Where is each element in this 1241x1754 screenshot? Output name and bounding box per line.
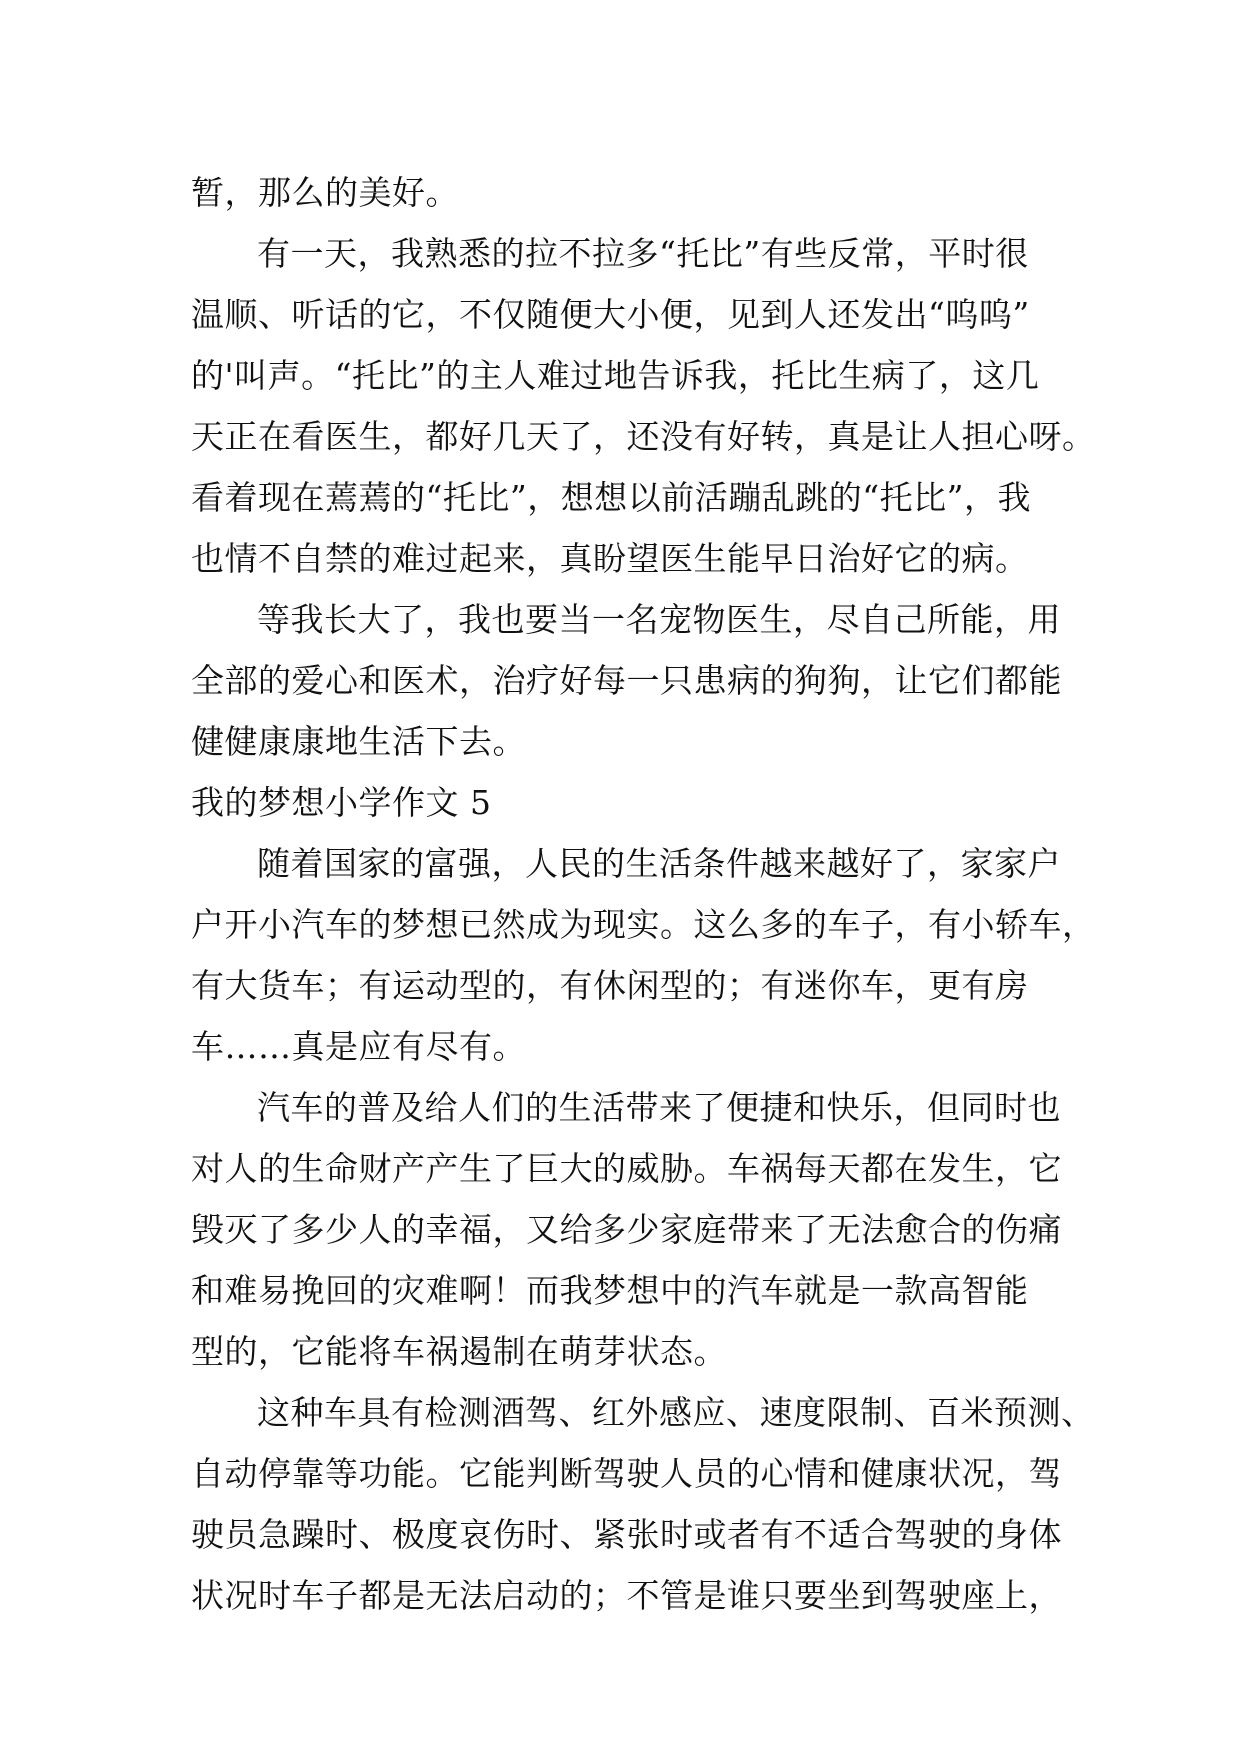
paragraph-start-line: 有一天，我熟悉的拉不拉多“托比”有些反常，平时很 [257, 234, 1029, 273]
text-line: 自动停靠等功能。它能判断驾驶人员的心情和健康状况，驾 [191, 1454, 1062, 1493]
text-line: 有大货车；有运动型的，有休闲型的；有迷你车，更有房 [191, 966, 1029, 1005]
text-line: 型的，它能将车祸遏制在萌芽状态。 [191, 1332, 727, 1371]
section-heading: 我的梦想小学作文 5 [191, 783, 492, 822]
text-line: 毁灭了多少人的幸福，又给多少家庭带来了无法愈合的伤痛 [191, 1210, 1062, 1249]
text-line: 驶员急躁时、极度哀伤时、紧张时或者有不适合驾驶的身体 [191, 1515, 1062, 1554]
paragraph-start-line: 随着国家的富强，人民的生活条件越来越好了，家家户 [257, 844, 1061, 883]
text-line: 暂，那么的美好。 [191, 173, 459, 212]
text-line: 也情不自禁的难过起来，真盼望医生能早日治好它的病。 [191, 539, 1029, 578]
text-line: 天正在看医生，都好几天了，还没有好转，真是让人担心呀。 [191, 417, 1096, 456]
paragraph-start-line: 这种车具有检测酒驾、红外感应、速度限制、百米预测、 [257, 1393, 1095, 1432]
text-line: 看着现在蔫蔫的“托比”，想想以前活蹦乱跳的“托比”，我 [191, 478, 1031, 517]
text-line: 状况时车子都是无法启动的；不管是谁只要坐到驾驶座上， [191, 1576, 1062, 1615]
text-line: 全部的爱心和医术，治疗好每一只患病的狗狗，让它们都能 [191, 661, 1062, 700]
text-line: 健健康康地生活下去。 [191, 722, 526, 761]
text-line: 户开小汽车的梦想已然成为现实。这么多的车子，有小轿车， [191, 905, 1096, 944]
text-line: 对人的生命财产产生了巨大的威胁。车祸每天都在发生，它 [191, 1149, 1062, 1188]
text-line: 车……真是应有尽有。 [191, 1027, 526, 1066]
text-line: 温顺、听话的它，不仅随便大小便，见到人还发出“呜呜” [191, 295, 1030, 334]
paragraph-start-line: 等我长大了，我也要当一名宠物医生，尽自己所能，用 [257, 600, 1061, 639]
text-line: 的'叫声。“托比”的主人难过地告诉我，托比生病了，这几 [191, 356, 1040, 395]
document-body [191, 162, 1096, 1626]
paragraph-start-line: 汽车的普及给人们的生活带来了便捷和快乐，但同时也 [257, 1088, 1061, 1127]
text-line: 和难易挽回的灾难啊！而我梦想中的汽车就是一款高智能 [191, 1271, 1029, 1310]
